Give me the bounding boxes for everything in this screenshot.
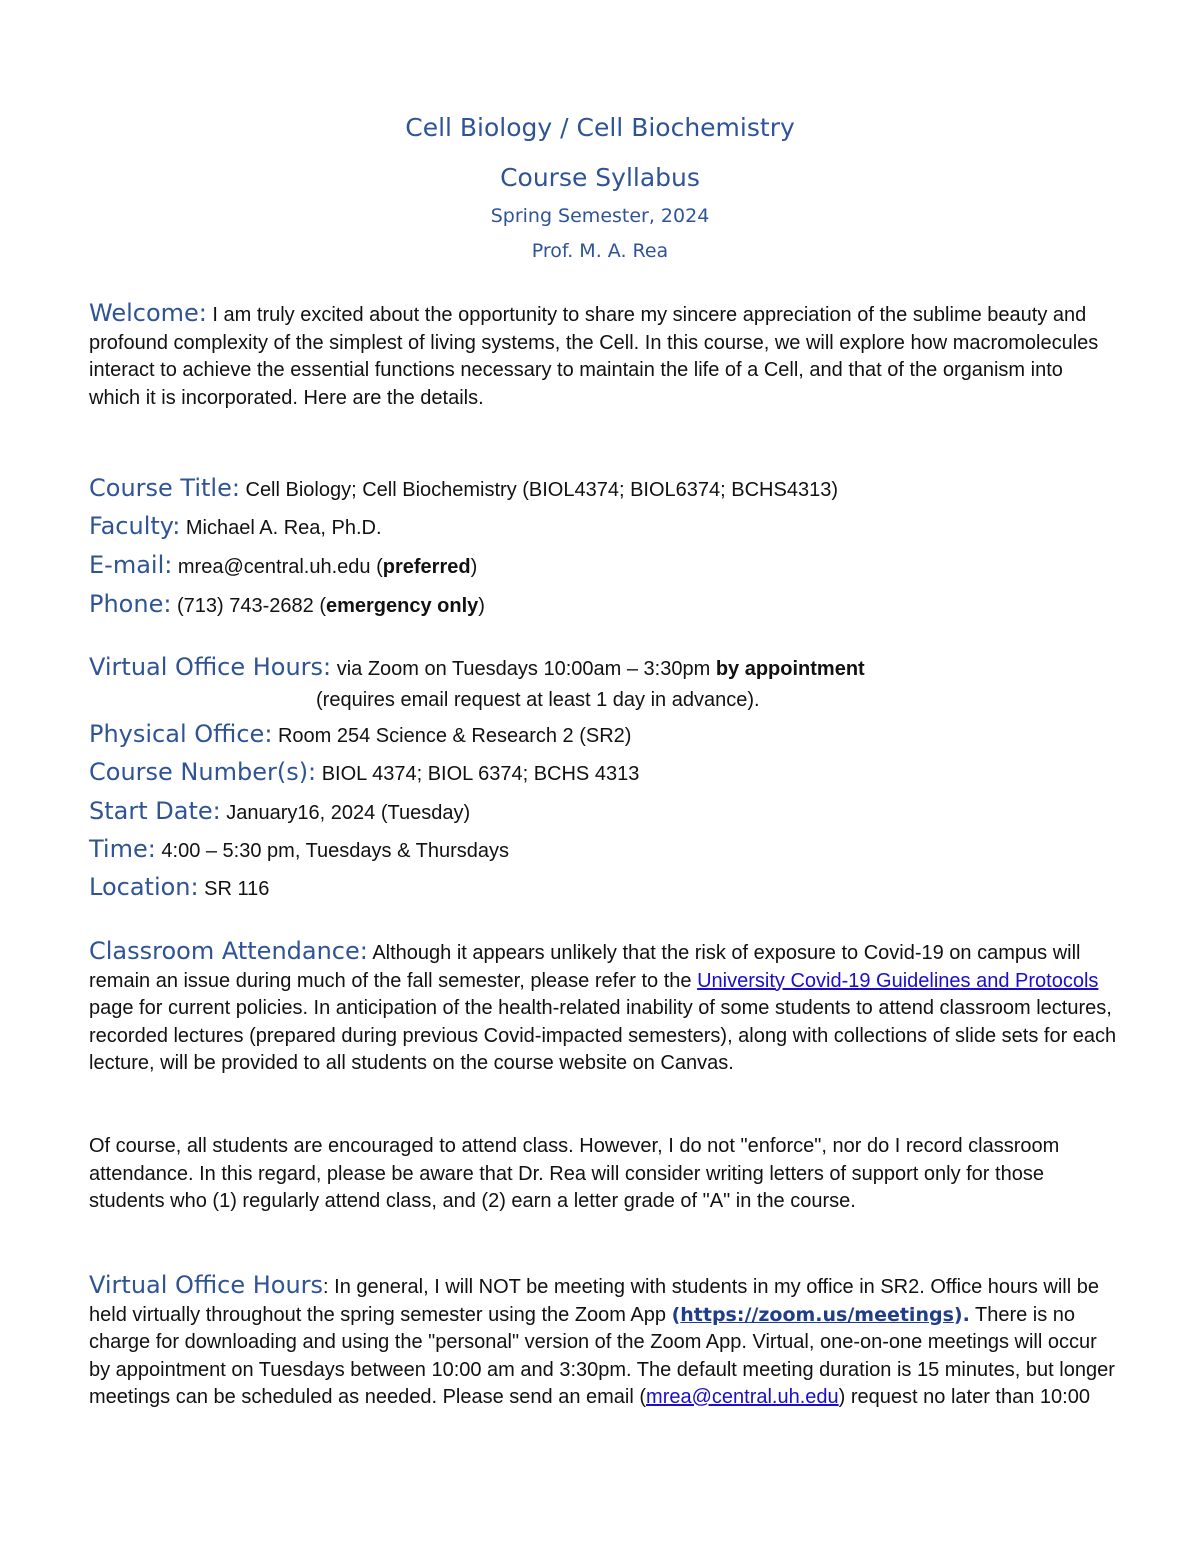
phone-value: (713) 743-2682 ( [171, 595, 326, 617]
welcome-heading: Welcome: [89, 299, 207, 327]
phone-row [89, 590, 485, 618]
virtual-hours-bold: by appointment [715, 658, 865, 680]
virtual-text-a: : In general, I will NOT be meeting with students in my office in SR2. Office hours will be held virtually throughout the spring semester using the Zoom App [89, 1276, 1099, 1326]
zoom-link-close: ). [953, 1303, 970, 1326]
time-label: Time: [89, 835, 156, 863]
email-close: ) [470, 556, 478, 578]
course-number-value: BIOL 4374; BIOL 6374; BCHS 4313 [316, 763, 640, 785]
physical-office-row [89, 720, 631, 748]
virtual-hours-paragraph [89, 1272, 1119, 1412]
course-title-value: Cell Biology; Cell Biochemistry (BIOL4374; BIOL6374; BCHS4313) [239, 479, 838, 501]
attendance-text-b: page for current policies. In anticipation of the health-related inability of some students to attend classroom lectures, recorded lectures (prepared during previous Covid-impacted semesters), along with collections of slide sets for each lecture, will be provided to all students on the course website on Canvas. [89, 997, 1117, 1074]
time-row [89, 835, 509, 863]
virtual-hours-row [89, 653, 865, 681]
start-date-row [89, 797, 470, 825]
course-title: Cell Biology / Cell Biochemistry [405, 113, 795, 142]
virtual-hours-note: (requires email request at least 1 day in advance). [316, 689, 760, 711]
attendance-paragraph [89, 938, 1119, 1078]
attendance-paragraph-2: Of course, all students are encouraged to attend class. However, I do not "enforce", nor do I record classroom attendance. In this regard, please be aware that Dr. Rea will consider writing letters of support only for those students who (1) regularly attend class, and (2) earn a letter grade of "A" in the course. [89, 1135, 1060, 1212]
start-date-value: January16, 2024 (Tuesday) [220, 802, 471, 824]
email-note: preferred [382, 556, 471, 578]
email-label: E-mail: [89, 551, 173, 579]
professor: Prof. M. A. Rea [531, 240, 669, 262]
time-value: 4:00 – 5:30 pm, Tuesdays & Thursdays [155, 840, 509, 862]
attendance-text-a: Although it appears unlikely that the risk of exposure to Covid-19 on campus will remain an issue during much of the fall semester, please refer to the [89, 942, 1081, 992]
course-number-label: Course Number(s): [89, 758, 317, 786]
attendance-heading: Classroom Attendance: [89, 937, 368, 965]
email-link[interactable]: mrea@central.uh.edu [646, 1386, 839, 1408]
phone-close: ) [478, 595, 485, 617]
syllabus-subtitle: Course Syllabus [500, 163, 700, 192]
physical-office-label: Physical Office: [89, 720, 273, 748]
location-value: SR 116 [198, 878, 270, 900]
course-title-label: Course Title: [89, 474, 240, 502]
virtual-text-b: There is no charge for downloading and using the "personal" version of the Zoom App. Virtual, one-on-one meetings will occur by appointment on Tuesdays between 10:00 am and 3:30pm. The default meeting duration is 15 minutes, but longer meetings can be scheduled as needed. Please send an email ( [89, 1303, 1115, 1408]
course-title-row [89, 474, 838, 502]
course-number-row [89, 758, 639, 786]
zoom-link[interactable]: https://zoom.us/meetings [680, 1303, 954, 1326]
phone-note: emergency only [325, 595, 479, 617]
covid-guidelines-link[interactable]: University Covid-19 Guidelines and Protocols [697, 969, 1099, 992]
email-row [89, 551, 477, 579]
virtual-hours-label: Virtual Office Hours: [89, 653, 332, 681]
virtual-hours-value: via Zoom on Tuesdays 10:00am – 3:30pm [331, 658, 716, 680]
faculty-label: Faculty: [89, 512, 181, 540]
zoom-link-open: ( [671, 1303, 681, 1326]
welcome-text: I am truly excited about the opportunity to share my sincere appreciation of the sublime beauty and profound complexity of the simplest of living systems, the Cell. In this course, we will explore how macromolecules interact to achieve the essential functions necessary to maintain the life of a Cell, and that of the organism into which it is incorporated. Here are the details. [89, 304, 1099, 409]
semester: Spring Semester, 2024 [490, 205, 710, 227]
faculty-row [89, 512, 382, 540]
email-value: mrea@central.uh.edu ( [172, 556, 383, 578]
faculty-value: Michael A. Rea, Ph.D. [180, 517, 382, 539]
physical-office-value: Room 254 Science & Research 2 (SR2) [272, 725, 632, 747]
welcome-paragraph [89, 300, 1119, 412]
start-date-label: Start Date: [89, 797, 221, 825]
virtual-text-c: ) request no later than 10:00 [838, 1386, 1090, 1408]
phone-label: Phone: [89, 590, 172, 618]
location-row [89, 873, 269, 901]
location-label: Location: [89, 873, 199, 901]
virtual-hours-heading: Virtual Office Hours [89, 1271, 324, 1299]
